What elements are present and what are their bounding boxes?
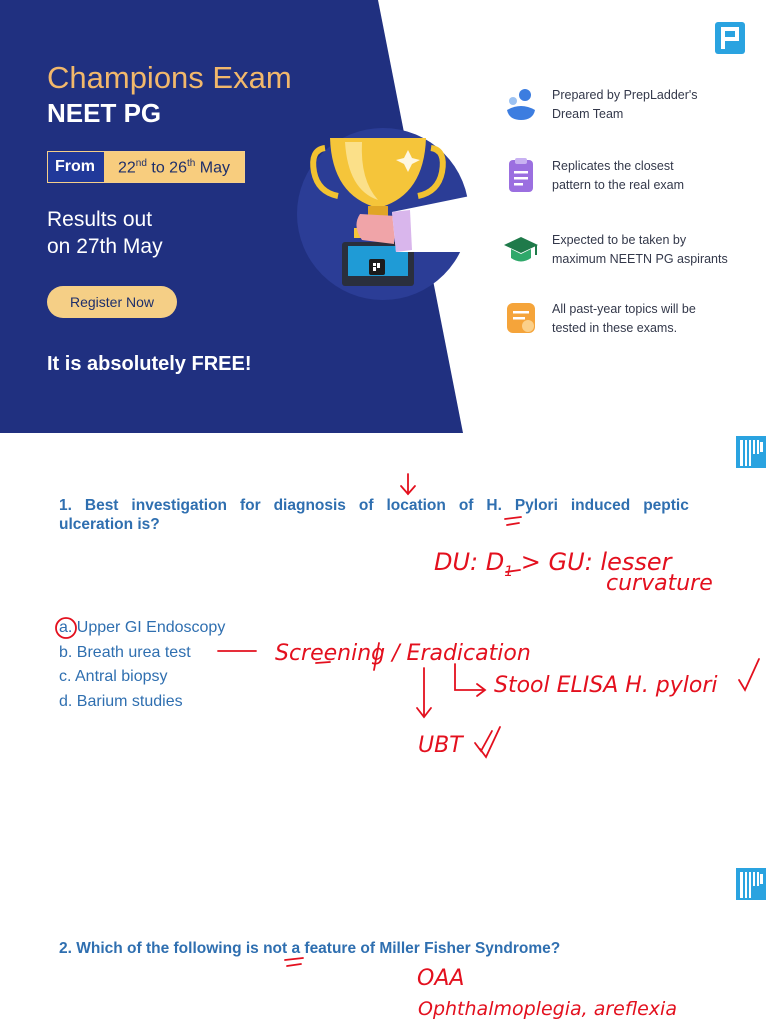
feature-text: Replicates the closest pattern to the real exam (552, 159, 685, 192)
note-curvature: curvature (606, 571, 713, 596)
option-b[interactable]: b. Breath urea test (59, 644, 191, 661)
date-range: 22nd to 26th May (104, 152, 244, 182)
register-now-button[interactable]: Register Now (47, 286, 177, 318)
question-2: 2. Which of the following is not a feature of Miller Fisher Syndrome? (59, 940, 561, 957)
question-1-line1: 1. Best investigation for diagnosis of location of H. Pylori induced peptic (59, 497, 689, 514)
note-du-gu: DU: $D_1$ > GU: lesser (434, 548, 672, 580)
option-c[interactable]: c. Antral biopsy (59, 668, 168, 685)
note-ubt: UBT (418, 733, 463, 758)
option-a[interactable]: a. Upper GI Endoscopy (59, 619, 226, 636)
option-d[interactable]: d. Barium studies (59, 693, 183, 710)
date-from-label: From (48, 152, 104, 182)
feature-text: Expected to be taken by maximum NEETN PG aspirants (552, 233, 728, 266)
feature-text: Prepared by PrepLadder's Dream Team (552, 88, 698, 121)
free-text: It is absolutely FREE! (47, 353, 252, 375)
note-oaa: OAA (417, 966, 465, 991)
results-date: on 27th May (47, 235, 163, 258)
note-screening: Screening / Eradication (275, 641, 531, 666)
results-text: Results out (47, 208, 153, 231)
banner-subtitle: NEET PG (47, 98, 162, 128)
note-stool-elisa: Stool ELISA H. pylori (494, 673, 718, 698)
note-features: Ophthalmoplegia, areflexia (418, 998, 677, 1020)
feature-text: All past-year topics will be tested in these exams. (552, 302, 696, 335)
question-1-line2: ulceration is? (59, 516, 160, 533)
banner-title: Champions Exam (47, 60, 292, 95)
